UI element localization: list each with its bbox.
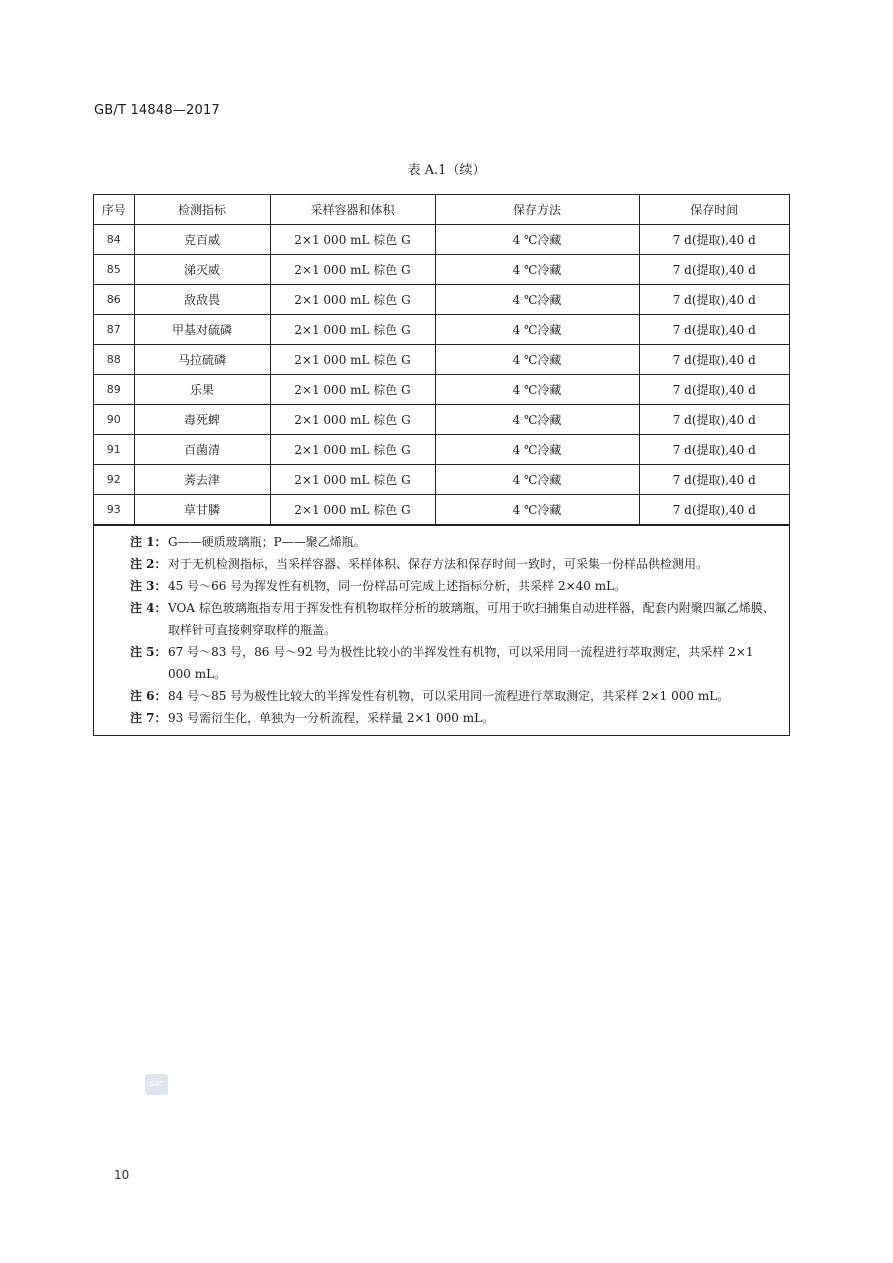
table-cell: 7 d(提取),40 d [639,375,789,405]
table-cell: 涕灭威 [134,255,270,285]
note-text: 93 号需衍生化，单独为一分析流程，采样量 2×1 000 mL。 [168,711,495,725]
table-cell: 2×1 000 mL 棕色 G [270,285,435,315]
table-cell: 4 ℃冷藏 [435,495,639,525]
header-cell: 采样容器和体积 [270,195,435,225]
table-cell: 90 [94,405,134,435]
table-row [94,315,789,345]
note-label: 注 1： [130,535,167,549]
table-cell: 百菌清 [134,435,270,465]
table-cell: 4 ℃冷藏 [435,225,639,255]
note-label: 注 6： [130,689,167,703]
table-cell: 2×1 000 mL 棕色 G [270,465,435,495]
note-text: G——硬质玻璃瓶；P——聚乙烯瓶。 [168,535,366,549]
table-cell: 乐果 [134,375,270,405]
table-cell: 7 d(提取),40 d [639,315,789,345]
table-cell: 7 d(提取),40 d [639,225,789,255]
table-cell: 7 d(提取),40 d [639,435,789,465]
note-text: 对于无机检测指标，当采样容器、采样体积、保存方法和保存时间一致时，可采集一份样品供检测用。 [168,557,709,571]
table-cell: 敌敌畏 [134,285,270,315]
table-cell: 7 d(提取),40 d [639,405,789,435]
table-row [94,405,789,435]
table-cell: 4 ℃冷藏 [435,255,639,285]
table-cell: 4 ℃冷藏 [435,435,639,465]
table-row [94,435,789,465]
table-cell: 7 d(提取),40 d [639,285,789,315]
table-cell: 2×1 000 mL 棕色 G [270,375,435,405]
note-label: 注 4： [130,601,167,615]
page-number: 10 [114,1168,130,1182]
table-cell: 7 d(提取),40 d [639,465,789,495]
table-title: 表 A.1（续） [407,163,486,178]
note-label: 注 5： [130,645,167,659]
note-item [130,553,779,575]
header-cell: 检测指标 [134,195,270,225]
table-cell: 马拉硫磷 [134,345,270,375]
table-cell: 4 ℃冷藏 [435,345,639,375]
table-cell: 92 [94,465,134,495]
table-row [94,495,789,525]
header-cell: 保存方法 [435,195,639,225]
table-cell: 89 [94,375,134,405]
note-item [130,531,779,553]
note-label: 注 3： [130,579,167,593]
table-cell: 4 ℃冷藏 [435,405,639,435]
note-text: 45 号～66 号为挥发性有机物，同一份样品可完成上述指标分析，共采样 2×40 mL。 [168,579,627,593]
table-cell: 4 ℃冷藏 [435,315,639,345]
table-cell: 2×1 000 mL 棕色 G [270,345,435,375]
table-cell: 85 [94,255,134,285]
table-cell: 2×1 000 mL 棕色 G [270,405,435,435]
header-cell: 序号 [94,195,134,225]
table-cell: 莠去津 [134,465,270,495]
table-cell: 2×1 000 mL 棕色 G [270,315,435,345]
table-cell: 84 [94,225,134,255]
table-cell: 2×1 000 mL 棕色 G [270,255,435,285]
table-row [94,255,789,285]
table-row [94,345,789,375]
data-table [93,194,790,736]
header-cell: 保存时间 [639,195,789,225]
table-cell: 2×1 000 mL 棕色 G [270,225,435,255]
table-cell: 甲基对硫磷 [134,315,270,345]
table-body [94,225,789,525]
table-notes [94,525,789,735]
table-cell: 草甘膦 [134,495,270,525]
sac-watermark-logo: SAC [145,1074,168,1095]
table-row [94,225,789,255]
note-text: VOA 棕色玻璃瓶指专用于挥发性有机物取样分析的玻璃瓶，可用于吹扫捕集自动进样器，配套内附聚四氟乙烯膜、取样针可直接刺穿取样的瓶盖。 [168,601,775,637]
table-cell: 4 ℃冷藏 [435,375,639,405]
table-cell: 克百威 [134,225,270,255]
table-cell: 86 [94,285,134,315]
table-cell: 7 d(提取),40 d [639,495,789,525]
note-label: 注 2： [130,557,167,571]
note-item [130,685,779,707]
table-cell: 91 [94,435,134,465]
table-row [94,465,789,495]
table-cell: 87 [94,315,134,345]
table-cell: 7 d(提取),40 d [639,345,789,375]
table-row [94,285,789,315]
note-item [130,707,779,729]
note-item [130,575,779,597]
standard-code: GB/T 14848—2017 [94,103,220,118]
table-cell: 2×1 000 mL 棕色 G [270,495,435,525]
table-cell: 4 ℃冷藏 [435,285,639,315]
note-text: 84 号～85 号为极性比较大的半挥发性有机物，可以采用同一流程进行萃取测定，共采样 2×1 000 mL。 [168,689,730,703]
table-cell: 2×1 000 mL 棕色 G [270,435,435,465]
note-item [130,641,779,685]
table-header-row [94,195,789,225]
note-label: 注 7： [130,711,167,725]
table-cell: 7 d(提取),40 d [639,255,789,285]
table-cell: 88 [94,345,134,375]
table-cell: 4 ℃冷藏 [435,465,639,495]
table-row [94,375,789,405]
note-text: 67 号～83 号，86 号～92 号为极性比较小的半挥发性有机物，可以采用同一流程进行萃取测定，共采样 2×1 000 mL。 [168,645,754,681]
table-cell: 93 [94,495,134,525]
table-cell: 毒死蜱 [134,405,270,435]
note-item [130,597,779,641]
